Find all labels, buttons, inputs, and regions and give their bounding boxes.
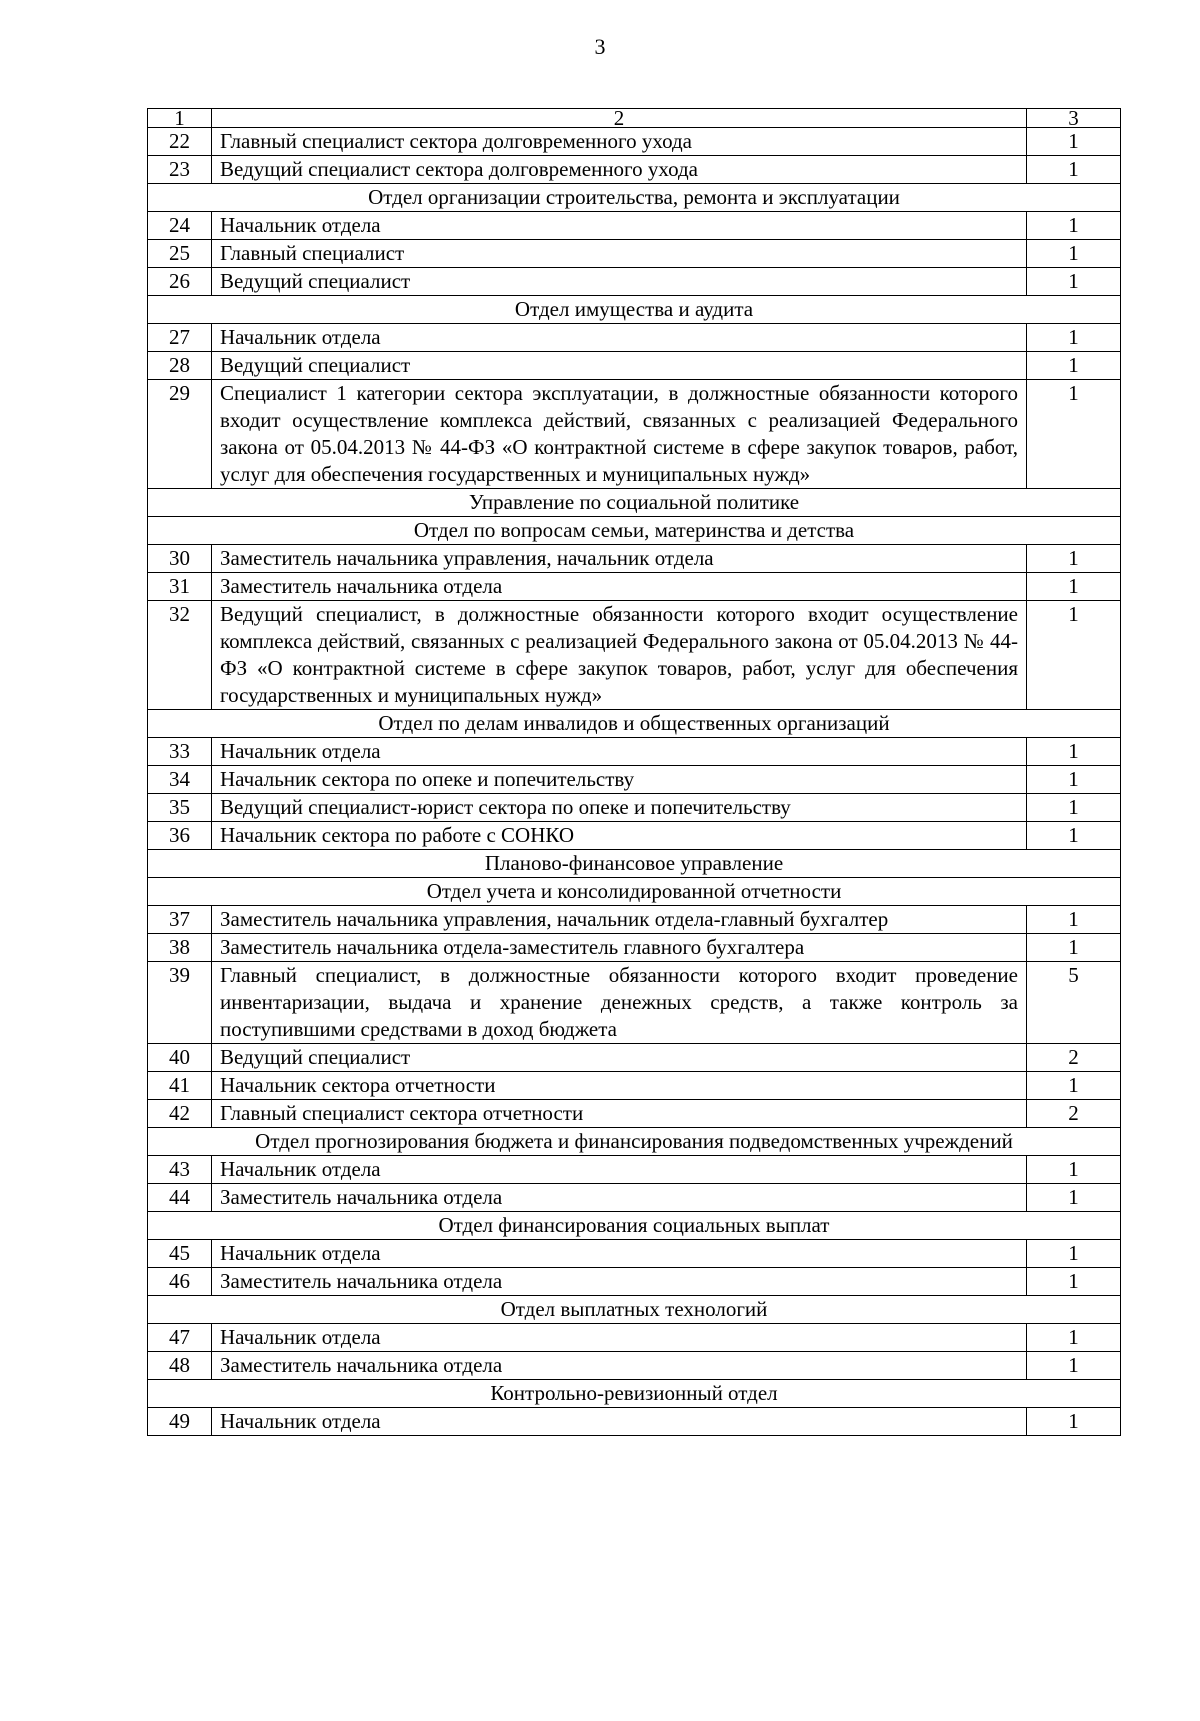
table-row bbox=[148, 1100, 1121, 1128]
section-row bbox=[148, 1212, 1121, 1240]
position-title: Специалист 1 категории сектора эксплуатации, в должностные обязанности которого входит осуществление комплекса действий, связанных с реализацией Федерального закона от 05.04.2013 № 44-ФЗ «О контрактной системе в сфере закупок товаров, работ, услуг для обеспечения государственных и муниципальных нужд» bbox=[212, 380, 1027, 489]
table-row bbox=[148, 906, 1121, 934]
section-title: Отдел организации строительства, ремонта и эксплуатации bbox=[148, 184, 1121, 212]
position-title: Заместитель начальника отдела bbox=[212, 1184, 1027, 1212]
position-title: Ведущий специалист bbox=[212, 268, 1027, 296]
table-row bbox=[148, 1156, 1121, 1184]
position-title: Начальник отдела bbox=[212, 212, 1027, 240]
position-count: 1 bbox=[1027, 1072, 1121, 1100]
row-number: 39 bbox=[148, 962, 212, 1044]
position-title: Заместитель начальника отдела-заместитель главного бухгалтера bbox=[212, 934, 1027, 962]
position-count: 1 bbox=[1027, 352, 1121, 380]
position-count: 1 bbox=[1027, 212, 1121, 240]
position-title: Заместитель начальника управления, начальник отдела bbox=[212, 545, 1027, 573]
table-row bbox=[148, 962, 1121, 1044]
row-number: 44 bbox=[148, 1184, 212, 1212]
row-number: 48 bbox=[148, 1352, 212, 1380]
section-title: Отдел по делам инвалидов и общественных организаций bbox=[148, 710, 1121, 738]
section-row bbox=[148, 1380, 1121, 1408]
header-col-1: 1 bbox=[148, 109, 212, 128]
position-count: 1 bbox=[1027, 1184, 1121, 1212]
row-number: 43 bbox=[148, 1156, 212, 1184]
table-row bbox=[148, 573, 1121, 601]
table-row bbox=[148, 1352, 1121, 1380]
position-title: Главный специалист, в должностные обязанности которого входит проведение инвентаризации, выдача и хранение денежных средств, а также контроль за поступившими средствами в доход бюджета bbox=[212, 962, 1027, 1044]
row-number: 33 bbox=[148, 738, 212, 766]
position-count: 1 bbox=[1027, 156, 1121, 184]
section-row bbox=[148, 489, 1121, 517]
position-count: 1 bbox=[1027, 268, 1121, 296]
table-row bbox=[148, 1044, 1121, 1072]
table-row bbox=[148, 324, 1121, 352]
section-title: Отдел имущества и аудита bbox=[148, 296, 1121, 324]
section-row bbox=[148, 710, 1121, 738]
position-title: Начальник отдела bbox=[212, 738, 1027, 766]
row-number: 40 bbox=[148, 1044, 212, 1072]
row-number: 31 bbox=[148, 573, 212, 601]
section-row bbox=[148, 184, 1121, 212]
row-number: 38 bbox=[148, 934, 212, 962]
section-title: Контрольно-ревизионный отдел bbox=[148, 1380, 1121, 1408]
section-title: Планово-финансовое управление bbox=[148, 850, 1121, 878]
section-row bbox=[148, 1128, 1121, 1156]
staff-positions-table bbox=[147, 108, 1121, 1436]
position-count: 1 bbox=[1027, 380, 1121, 489]
section-title: Отдел прогнозирования бюджета и финансирования подведомственных учреждений bbox=[148, 1128, 1121, 1156]
position-title: Заместитель начальника отдела bbox=[212, 573, 1027, 601]
table-body bbox=[148, 106, 1121, 1436]
table-row bbox=[148, 1268, 1121, 1296]
table-row bbox=[148, 822, 1121, 850]
position-title: Начальник отдела bbox=[212, 1156, 1027, 1184]
section-title: Отдел по вопросам семьи, материнства и детства bbox=[148, 517, 1121, 545]
position-count: 1 bbox=[1027, 545, 1121, 573]
position-title: Ведущий специалист, в должностные обязанности которого входит осуществление комплекса действий, связанных с реализацией Федерального закона от 05.04.2013 № 44-ФЗ «О контрактной системе в сфере закупок товаров, работ, услуг для обеспечения государственных и муниципальных нужд» bbox=[212, 601, 1027, 710]
position-title: Заместитель начальника управления, начальник отдела-главный бухгалтер bbox=[212, 906, 1027, 934]
section-row bbox=[148, 517, 1121, 545]
position-title: Заместитель начальника отдела bbox=[212, 1352, 1027, 1380]
table-row bbox=[148, 738, 1121, 766]
section-row bbox=[148, 1296, 1121, 1324]
table-row bbox=[148, 1324, 1121, 1352]
position-title: Главный специалист bbox=[212, 240, 1027, 268]
position-title: Ведущий специалист сектора долговременного ухода bbox=[212, 156, 1027, 184]
position-title: Начальник сектора по опеке и попечительству bbox=[212, 766, 1027, 794]
position-count: 1 bbox=[1027, 573, 1121, 601]
row-number: 47 bbox=[148, 1324, 212, 1352]
position-count: 1 bbox=[1027, 766, 1121, 794]
position-title: Начальник отдела bbox=[212, 1408, 1027, 1436]
position-title: Начальник отдела bbox=[212, 1240, 1027, 1268]
row-number: 27 bbox=[148, 324, 212, 352]
table-row bbox=[148, 545, 1121, 573]
position-count: 1 bbox=[1027, 1268, 1121, 1296]
position-title: Начальник сектора отчетности bbox=[212, 1072, 1027, 1100]
row-number: 42 bbox=[148, 1100, 212, 1128]
position-count: 1 bbox=[1027, 128, 1121, 156]
row-number: 28 bbox=[148, 352, 212, 380]
table-row bbox=[148, 601, 1121, 710]
row-number: 46 bbox=[148, 1268, 212, 1296]
position-count: 1 bbox=[1027, 1156, 1121, 1184]
header-col-3: 3 bbox=[1027, 109, 1121, 128]
table-row bbox=[148, 1184, 1121, 1212]
table-row bbox=[148, 766, 1121, 794]
table-row bbox=[148, 268, 1121, 296]
row-number: 25 bbox=[148, 240, 212, 268]
row-number: 45 bbox=[148, 1240, 212, 1268]
position-count: 1 bbox=[1027, 1324, 1121, 1352]
table-row bbox=[148, 1408, 1121, 1436]
position-title: Начальник отдела bbox=[212, 1324, 1027, 1352]
section-row bbox=[148, 878, 1121, 906]
position-count: 1 bbox=[1027, 934, 1121, 962]
position-title: Начальник сектора по работе с СОНКО bbox=[212, 822, 1027, 850]
table-row bbox=[148, 934, 1121, 962]
table-row bbox=[148, 240, 1121, 268]
page-number: 3 bbox=[594, 34, 606, 59]
row-number: 22 bbox=[148, 128, 212, 156]
row-number: 35 bbox=[148, 794, 212, 822]
position-title: Заместитель начальника отдела bbox=[212, 1268, 1027, 1296]
row-number: 32 bbox=[148, 601, 212, 710]
position-count: 1 bbox=[1027, 601, 1121, 710]
header-row bbox=[148, 109, 1121, 128]
row-number: 24 bbox=[148, 212, 212, 240]
position-title: Главный специалист сектора долговременного ухода bbox=[212, 128, 1027, 156]
position-count: 2 bbox=[1027, 1100, 1121, 1128]
position-title: Ведущий специалист bbox=[212, 1044, 1027, 1072]
table-row bbox=[148, 380, 1121, 489]
table-row bbox=[148, 352, 1121, 380]
row-number: 41 bbox=[148, 1072, 212, 1100]
position-title: Главный специалист сектора отчетности bbox=[212, 1100, 1027, 1128]
section-row bbox=[148, 850, 1121, 878]
row-number: 37 bbox=[148, 906, 212, 934]
table-row bbox=[148, 128, 1121, 156]
table-row bbox=[148, 212, 1121, 240]
row-number: 23 bbox=[148, 156, 212, 184]
section-title: Отдел выплатных технологий bbox=[148, 1296, 1121, 1324]
position-count: 1 bbox=[1027, 324, 1121, 352]
position-count: 1 bbox=[1027, 240, 1121, 268]
row-number: 49 bbox=[148, 1408, 212, 1436]
position-count: 1 bbox=[1027, 822, 1121, 850]
section-title: Отдел финансирования социальных выплат bbox=[148, 1212, 1121, 1240]
row-number: 29 bbox=[148, 380, 212, 489]
position-title: Начальник отдела bbox=[212, 324, 1027, 352]
position-count: 1 bbox=[1027, 1240, 1121, 1268]
position-count: 1 bbox=[1027, 1352, 1121, 1380]
row-number: 30 bbox=[148, 545, 212, 573]
table-row bbox=[148, 1072, 1121, 1100]
header-col-2: 2 bbox=[212, 109, 1027, 128]
table-row bbox=[148, 156, 1121, 184]
section-row bbox=[148, 296, 1121, 324]
section-title: Отдел учета и консолидированной отчетности bbox=[148, 878, 1121, 906]
position-count: 1 bbox=[1027, 906, 1121, 934]
position-count: 2 bbox=[1027, 1044, 1121, 1072]
position-title: Ведущий специалист bbox=[212, 352, 1027, 380]
position-count: 5 bbox=[1027, 962, 1121, 1044]
section-title: Управление по социальной политике bbox=[148, 489, 1121, 517]
position-count: 1 bbox=[1027, 738, 1121, 766]
row-number: 26 bbox=[148, 268, 212, 296]
row-number: 34 bbox=[148, 766, 212, 794]
table-row bbox=[148, 1240, 1121, 1268]
row-number: 36 bbox=[148, 822, 212, 850]
position-title: Ведущий специалист-юрист сектора по опеке и попечительству bbox=[212, 794, 1027, 822]
table-row bbox=[148, 794, 1121, 822]
position-count: 1 bbox=[1027, 1408, 1121, 1436]
position-count: 1 bbox=[1027, 794, 1121, 822]
